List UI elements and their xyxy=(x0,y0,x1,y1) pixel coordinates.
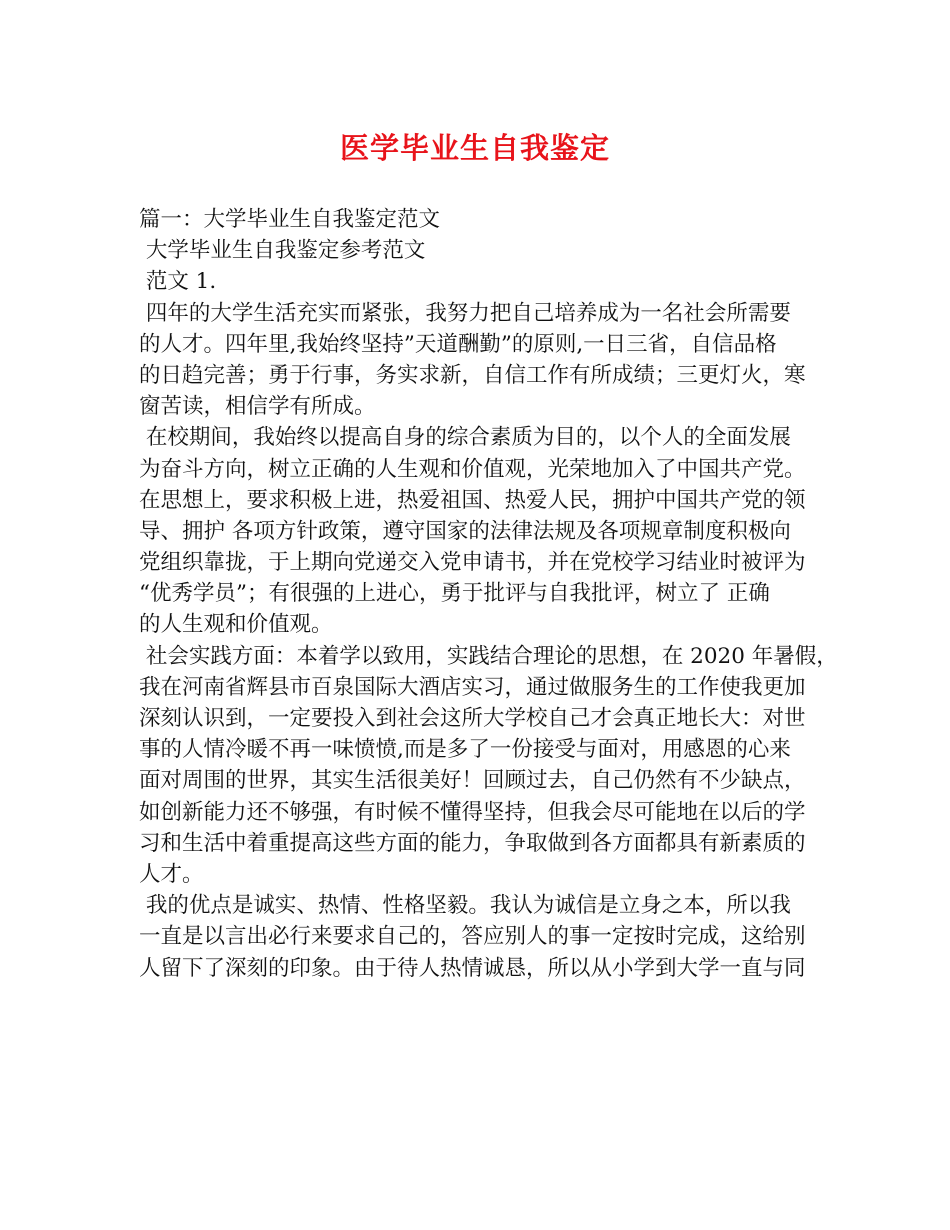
text-line: 的日趋完善；勇于行事，务实求新，自信工作有所成绩；三更灯火，寒 xyxy=(139,362,806,388)
text-line: “优秀学员”；有很强的上进心，勇于批评与自我批评，树立了 正确 xyxy=(139,581,770,607)
text-line: 导、拥护 各项方针政策，遵守国家的法律法规及各项规章制度积极向 xyxy=(139,518,791,544)
text-line: 的人才。四年里,我始终坚持”天道酬勤”的原则,一日三省，自信品格 xyxy=(139,331,777,357)
text-line: 篇一：大学毕业生自我鉴定范文 xyxy=(139,207,441,232)
text-line: 人才。 xyxy=(139,861,204,887)
text-line: 在思想上，要求积极上进，热爱祖国、热爱人民，拥护中国共产党的领 xyxy=(139,487,806,513)
text-line: 一直是以言出必行来要求自己的，答应别人的事一定按时完成，这给别 xyxy=(139,924,806,950)
document-body xyxy=(139,204,838,984)
text-line: 范文 1. xyxy=(139,269,217,295)
text-line: 人留下了深刻的印象。由于待人热情诚恳，所以从小学到大学一直与同 xyxy=(139,955,806,981)
text-line: 为奋斗方向，树立正确的人生观和价值观，光荣地加入了中国共产党。 xyxy=(139,456,806,482)
text-line: 事的人情冷暖不再一味愤愤,而是多了一份接受与面对，用感恩的心来 xyxy=(139,737,791,763)
text-line: 党组织靠拢，于上期向党递交入党申请书，并在党校学习结业时被评为 xyxy=(139,550,806,576)
text-line: 习和生活中着重提高这些方面的能力，争取做到各方面都具有新素质的 xyxy=(139,830,806,856)
text-line: 面对周围的世界，其实生活很美好！回顾过去，自己仍然有不少缺点， xyxy=(139,768,806,794)
text-line: 社会实践方面：本着学以致用，实践结合理论的思想，在 2020 年暑假， xyxy=(139,643,838,669)
text-line: 大学毕业生自我鉴定参考范文 xyxy=(139,238,426,264)
text-line: 四年的大学生活充实而紧张，我努力把自己培养成为一名社会所需要 xyxy=(139,300,791,326)
text-line: 我在河南省辉县市百泉国际大酒店实习，通过做服务生的工作使我更加 xyxy=(139,674,806,700)
text-line: 如创新能力还不够强，有时候不懂得坚持，但我会尽可能地在以后的学 xyxy=(139,799,806,825)
text-line: 在校期间，我始终以提高自身的综合素质为目的，以个人的全面发展 xyxy=(139,425,791,451)
document-title: 医学毕业生自我鉴定 xyxy=(339,131,610,165)
text-line: 深刻认识到，一定要投入到社会这所大学校自己才会真正地长大：对世 xyxy=(139,706,806,731)
text-line: 的人生观和价值观。 xyxy=(139,612,333,638)
text-line: 我的优点是诚实、热情、性格坚毅。我认为诚信是立身之本，所以我 xyxy=(139,893,791,919)
text-line: 窗苦读，相信学有所成。 xyxy=(139,394,376,420)
